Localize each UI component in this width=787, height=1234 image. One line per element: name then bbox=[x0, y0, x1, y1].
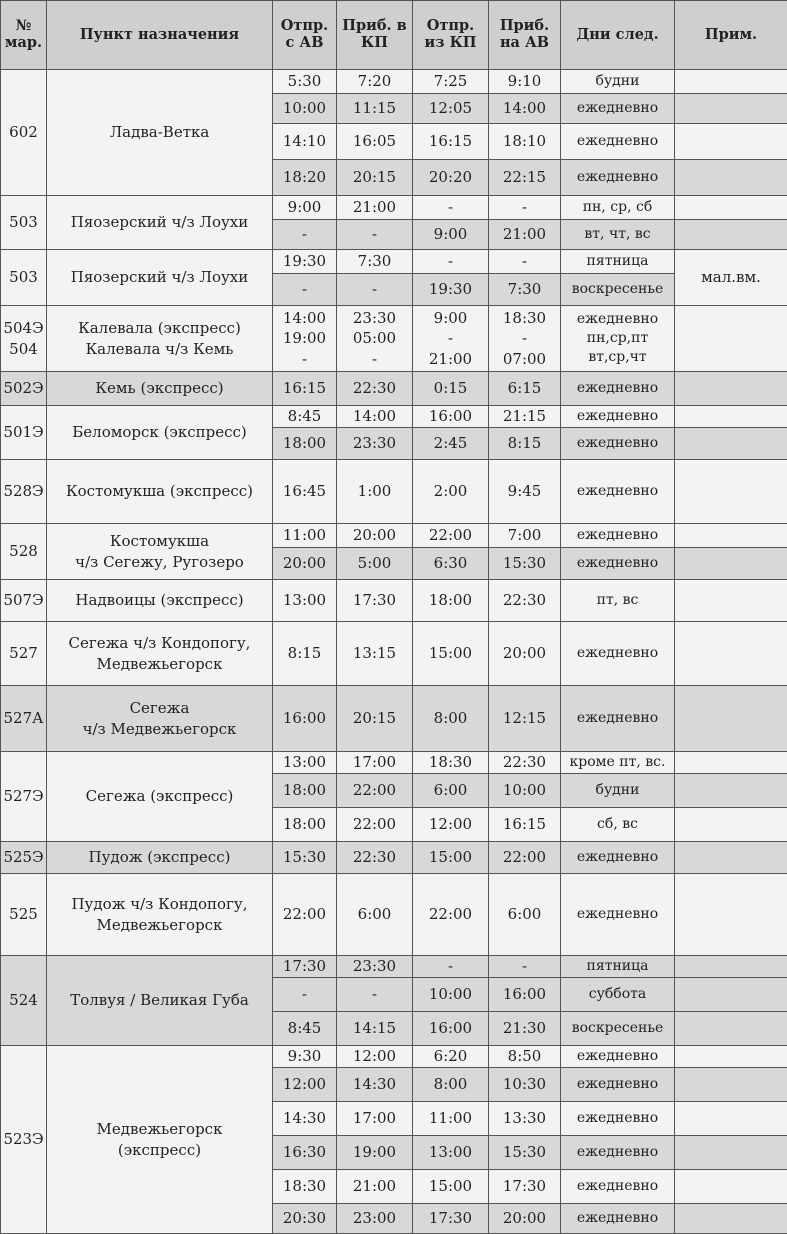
arrive-time: - bbox=[337, 978, 413, 1012]
depart-time: 11:00 bbox=[273, 524, 337, 548]
table-row bbox=[1, 686, 787, 752]
route-number: 507Э bbox=[1, 580, 47, 622]
depart-time: 20:00 bbox=[273, 548, 337, 580]
days-of-operation: ежедневно bbox=[561, 124, 675, 160]
return-arrive-time: 22:15 bbox=[489, 160, 561, 196]
arrive-time: 21:00 bbox=[337, 196, 413, 220]
return-arrive-time: - bbox=[489, 250, 561, 274]
table-row bbox=[1, 580, 787, 622]
days-of-operation: ежедневно bbox=[561, 1170, 675, 1204]
note bbox=[675, 406, 787, 428]
return-depart-time: 12:00 bbox=[413, 808, 489, 842]
return-depart-time: 16:00 bbox=[413, 406, 489, 428]
note bbox=[675, 842, 787, 874]
depart-time: 18:00 bbox=[273, 428, 337, 460]
arrive-time: 19:00 bbox=[337, 1136, 413, 1170]
return-depart-time: 2:00 bbox=[413, 460, 489, 524]
return-depart-time: 6:20 bbox=[413, 1046, 489, 1068]
return-depart-time: - bbox=[413, 956, 489, 978]
arrive-time: 17:00 bbox=[337, 752, 413, 774]
arrive-time: 23:30 bbox=[337, 956, 413, 978]
table-row bbox=[1, 524, 787, 548]
arrive-time: 6:00 bbox=[337, 874, 413, 956]
days-of-operation: воскресенье bbox=[561, 274, 675, 306]
route-number: 504Э 504 bbox=[1, 306, 47, 372]
return-arrive-time: 22:00 bbox=[489, 842, 561, 874]
destination: Кемь (экспресс) bbox=[47, 372, 273, 406]
days-of-operation: ежедневно bbox=[561, 372, 675, 406]
arrive-time: 7:30 bbox=[337, 250, 413, 274]
depart-time: 18:00 bbox=[273, 774, 337, 808]
route-number: 527А bbox=[1, 686, 47, 752]
route-number: 524 bbox=[1, 956, 47, 1046]
days-of-operation: пн, ср, сб bbox=[561, 196, 675, 220]
note bbox=[675, 686, 787, 752]
arrive-time: 20:00 bbox=[337, 524, 413, 548]
return-arrive-time: 10:00 bbox=[489, 774, 561, 808]
depart-time: 16:45 bbox=[273, 460, 337, 524]
depart-time: 20:30 bbox=[273, 1204, 337, 1234]
return-arrive-time: 6:00 bbox=[489, 874, 561, 956]
arrive-time: 12:00 bbox=[337, 1046, 413, 1068]
return-depart-time: 9:00 - 21:00 bbox=[413, 306, 489, 372]
arrive-time: - bbox=[337, 274, 413, 306]
depart-time: 16:30 bbox=[273, 1136, 337, 1170]
days-of-operation: пятница bbox=[561, 956, 675, 978]
table-row bbox=[1, 250, 787, 274]
route-number: 528 bbox=[1, 524, 47, 580]
note bbox=[675, 580, 787, 622]
arrive-time: 23:30 05:00 - bbox=[337, 306, 413, 372]
note bbox=[675, 978, 787, 1012]
return-depart-time: 16:00 bbox=[413, 1012, 489, 1046]
destination: Пяозерский ч/з Лоухи bbox=[47, 250, 273, 306]
destination: Беломорск (экспресс) bbox=[47, 406, 273, 460]
note bbox=[675, 1046, 787, 1068]
destination: Пудож (экспресс) bbox=[47, 842, 273, 874]
depart-time: - bbox=[273, 220, 337, 250]
days-of-operation: ежедневно bbox=[561, 1046, 675, 1068]
route-number: 502Э bbox=[1, 372, 47, 406]
depart-time: 8:45 bbox=[273, 1012, 337, 1046]
depart-time: 5:30 bbox=[273, 70, 337, 94]
return-arrive-time: 17:30 bbox=[489, 1170, 561, 1204]
route-number: 602 bbox=[1, 70, 47, 196]
depart-time: 13:00 bbox=[273, 752, 337, 774]
depart-time: 14:00 19:00 - bbox=[273, 306, 337, 372]
col-destination: Пункт назначения bbox=[47, 1, 273, 70]
depart-time: 18:30 bbox=[273, 1170, 337, 1204]
destination: Костомукша ч/з Сегежу, Ругозеро bbox=[47, 524, 273, 580]
days-of-operation: пятница bbox=[561, 250, 675, 274]
days-of-operation: ежедневно bbox=[561, 548, 675, 580]
arrive-time: 17:30 bbox=[337, 580, 413, 622]
note bbox=[675, 428, 787, 460]
col-note: Прим. bbox=[675, 1, 787, 70]
arrive-time: - bbox=[337, 220, 413, 250]
return-arrive-time: 18:10 bbox=[489, 124, 561, 160]
return-arrive-time: 9:10 bbox=[489, 70, 561, 94]
depart-time: 14:30 bbox=[273, 1102, 337, 1136]
return-depart-time: 20:20 bbox=[413, 160, 489, 196]
days-of-operation: вт, чт, вс bbox=[561, 220, 675, 250]
days-of-operation: ежедневно bbox=[561, 842, 675, 874]
return-arrive-time: 7:30 bbox=[489, 274, 561, 306]
route-number: 503 bbox=[1, 250, 47, 306]
return-arrive-time: 16:00 bbox=[489, 978, 561, 1012]
arrive-time: 17:00 bbox=[337, 1102, 413, 1136]
note bbox=[675, 752, 787, 774]
table-row bbox=[1, 460, 787, 524]
arrive-time: 23:30 bbox=[337, 428, 413, 460]
arrive-time: 23:00 bbox=[337, 1204, 413, 1234]
arrive-time: 20:15 bbox=[337, 686, 413, 752]
destination: Сегежа ч/з Медвежьегорск bbox=[47, 686, 273, 752]
return-depart-time: 22:00 bbox=[413, 874, 489, 956]
destination: Пяозерский ч/з Лоухи bbox=[47, 196, 273, 250]
note bbox=[675, 306, 787, 372]
table-row bbox=[1, 196, 787, 220]
route-number: 527Э bbox=[1, 752, 47, 842]
route-number: 523Э bbox=[1, 1046, 47, 1234]
days-of-operation: будни bbox=[561, 70, 675, 94]
return-depart-time: 15:00 bbox=[413, 842, 489, 874]
days-of-operation: кроме пт, вс. bbox=[561, 752, 675, 774]
table-row bbox=[1, 842, 787, 874]
return-depart-time: 9:00 bbox=[413, 220, 489, 250]
arrive-time: 7:20 bbox=[337, 70, 413, 94]
return-depart-time: 17:30 bbox=[413, 1204, 489, 1234]
days-of-operation: будни bbox=[561, 774, 675, 808]
table-row bbox=[1, 622, 787, 686]
return-arrive-time: 20:00 bbox=[489, 1204, 561, 1234]
col-depart-bus-station: Отпр. с АВ bbox=[273, 1, 337, 70]
arrive-time: 22:00 bbox=[337, 774, 413, 808]
note bbox=[675, 460, 787, 524]
table-row bbox=[1, 956, 787, 978]
note bbox=[675, 548, 787, 580]
table-row bbox=[1, 306, 787, 372]
return-depart-time: - bbox=[413, 250, 489, 274]
depart-time: 8:15 bbox=[273, 622, 337, 686]
table-row bbox=[1, 874, 787, 956]
days-of-operation: пт, вс bbox=[561, 580, 675, 622]
table-row bbox=[1, 70, 787, 94]
note bbox=[675, 196, 787, 220]
days-of-operation: ежедневно bbox=[561, 406, 675, 428]
return-depart-time: 7:25 bbox=[413, 70, 489, 94]
days-of-operation: ежедневно bbox=[561, 1136, 675, 1170]
return-depart-time: 6:30 bbox=[413, 548, 489, 580]
return-arrive-time: 8:15 bbox=[489, 428, 561, 460]
return-depart-time: 22:00 bbox=[413, 524, 489, 548]
note bbox=[675, 94, 787, 124]
depart-time: 14:10 bbox=[273, 124, 337, 160]
depart-time: 18:20 bbox=[273, 160, 337, 196]
table-row bbox=[1, 406, 787, 428]
return-arrive-time: 16:15 bbox=[489, 808, 561, 842]
return-depart-time: 13:00 bbox=[413, 1136, 489, 1170]
return-depart-time: 18:00 bbox=[413, 580, 489, 622]
days-of-operation: ежедневно bbox=[561, 686, 675, 752]
return-arrive-time: 8:50 bbox=[489, 1046, 561, 1068]
return-arrive-time: 22:30 bbox=[489, 580, 561, 622]
return-depart-time: 15:00 bbox=[413, 1170, 489, 1204]
days-of-operation: ежедневно bbox=[561, 1068, 675, 1102]
return-depart-time: 16:15 bbox=[413, 124, 489, 160]
route-number: 503 bbox=[1, 196, 47, 250]
depart-time: 9:30 bbox=[273, 1046, 337, 1068]
note bbox=[675, 220, 787, 250]
return-depart-time: 11:00 bbox=[413, 1102, 489, 1136]
destination: Костомукша (экспресс) bbox=[47, 460, 273, 524]
days-of-operation: ежедневно bbox=[561, 622, 675, 686]
note bbox=[675, 1204, 787, 1234]
arrive-time: 14:00 bbox=[337, 406, 413, 428]
route-number: 528Э bbox=[1, 460, 47, 524]
return-arrive-time: - bbox=[489, 196, 561, 220]
arrive-time: 21:00 bbox=[337, 1170, 413, 1204]
arrive-time: 1:00 bbox=[337, 460, 413, 524]
depart-time: 17:30 bbox=[273, 956, 337, 978]
destination: Толвуя / Великая Губа bbox=[47, 956, 273, 1046]
depart-time: - bbox=[273, 978, 337, 1012]
days-of-operation: воскресенье bbox=[561, 1012, 675, 1046]
col-route-number: № мар. bbox=[1, 1, 47, 70]
note bbox=[675, 1012, 787, 1046]
return-arrive-time: 22:30 bbox=[489, 752, 561, 774]
arrive-time: 16:05 bbox=[337, 124, 413, 160]
arrive-time: 22:00 bbox=[337, 808, 413, 842]
depart-time: 9:00 bbox=[273, 196, 337, 220]
days-of-operation: ежедневно bbox=[561, 460, 675, 524]
days-of-operation: ежедневно bbox=[561, 874, 675, 956]
return-arrive-time: 21:00 bbox=[489, 220, 561, 250]
return-arrive-time: 21:15 bbox=[489, 406, 561, 428]
return-arrive-time: 10:30 bbox=[489, 1068, 561, 1102]
note bbox=[675, 1068, 787, 1102]
table-row bbox=[1, 372, 787, 406]
days-of-operation: ежедневно bbox=[561, 1204, 675, 1234]
destination: Медвежьегорск (экспресс) bbox=[47, 1046, 273, 1234]
days-of-operation: сб, вс bbox=[561, 808, 675, 842]
note bbox=[675, 956, 787, 978]
days-of-operation: ежедневно bbox=[561, 1102, 675, 1136]
note bbox=[675, 622, 787, 686]
days-of-operation: суббота bbox=[561, 978, 675, 1012]
return-depart-time: 6:00 bbox=[413, 774, 489, 808]
note bbox=[675, 1170, 787, 1204]
col-depart-destination: Отпр. из КП bbox=[413, 1, 489, 70]
note bbox=[675, 160, 787, 196]
arrive-time: 22:30 bbox=[337, 842, 413, 874]
depart-time: 16:15 bbox=[273, 372, 337, 406]
return-depart-time: 18:30 bbox=[413, 752, 489, 774]
destination: Сегежа (экспресс) bbox=[47, 752, 273, 842]
return-arrive-time: 15:30 bbox=[489, 548, 561, 580]
return-depart-time: 10:00 bbox=[413, 978, 489, 1012]
note bbox=[675, 70, 787, 94]
days-of-operation: ежедневно bbox=[561, 524, 675, 548]
note bbox=[675, 808, 787, 842]
note bbox=[675, 372, 787, 406]
route-number: 527 bbox=[1, 622, 47, 686]
return-arrive-time: 14:00 bbox=[489, 94, 561, 124]
days-of-operation: ежедневно bbox=[561, 160, 675, 196]
return-arrive-time: 13:30 bbox=[489, 1102, 561, 1136]
depart-time: 8:45 bbox=[273, 406, 337, 428]
route-number: 525 bbox=[1, 874, 47, 956]
depart-time: 10:00 bbox=[273, 94, 337, 124]
depart-time: - bbox=[273, 274, 337, 306]
note bbox=[675, 124, 787, 160]
return-arrive-time: 20:00 bbox=[489, 622, 561, 686]
destination: Ладва-Ветка bbox=[47, 70, 273, 196]
arrive-time: 14:15 bbox=[337, 1012, 413, 1046]
destination: Сегежа ч/з Кондопогу, Медвежьегорск bbox=[47, 622, 273, 686]
header-row bbox=[1, 1, 787, 70]
note bbox=[675, 774, 787, 808]
table-row bbox=[1, 1046, 787, 1068]
destination: Пудож ч/з Кондопогу, Медвежьегорск bbox=[47, 874, 273, 956]
destination: Надвоицы (экспресс) bbox=[47, 580, 273, 622]
days-of-operation: ежедневно bbox=[561, 428, 675, 460]
return-depart-time: 8:00 bbox=[413, 1068, 489, 1102]
arrive-time: 5:00 bbox=[337, 548, 413, 580]
arrive-time: 22:30 bbox=[337, 372, 413, 406]
note bbox=[675, 524, 787, 548]
depart-time: 18:00 bbox=[273, 808, 337, 842]
return-depart-time: 12:05 bbox=[413, 94, 489, 124]
return-arrive-time: 21:30 bbox=[489, 1012, 561, 1046]
col-arrive-destination: Приб. в КП bbox=[337, 1, 413, 70]
return-arrive-time: 15:30 bbox=[489, 1136, 561, 1170]
arrive-time: 13:15 bbox=[337, 622, 413, 686]
return-depart-time: 2:45 bbox=[413, 428, 489, 460]
return-arrive-time: 18:30 - 07:00 bbox=[489, 306, 561, 372]
note bbox=[675, 874, 787, 956]
route-number: 525Э bbox=[1, 842, 47, 874]
schedule-body bbox=[1, 70, 787, 1234]
destination: Калевала (экспресс) Калевала ч/з Кемь bbox=[47, 306, 273, 372]
return-arrive-time: 9:45 bbox=[489, 460, 561, 524]
arrive-time: 11:15 bbox=[337, 94, 413, 124]
return-depart-time: 15:00 bbox=[413, 622, 489, 686]
depart-time: 19:30 bbox=[273, 250, 337, 274]
return-depart-time: 19:30 bbox=[413, 274, 489, 306]
return-arrive-time: 12:15 bbox=[489, 686, 561, 752]
depart-time: 12:00 bbox=[273, 1068, 337, 1102]
return-arrive-time: - bbox=[489, 956, 561, 978]
arrive-time: 20:15 bbox=[337, 160, 413, 196]
depart-time: 15:30 bbox=[273, 842, 337, 874]
depart-time: 13:00 bbox=[273, 580, 337, 622]
note: мал.вм. bbox=[675, 250, 787, 306]
return-arrive-time: 6:15 bbox=[489, 372, 561, 406]
depart-time: 22:00 bbox=[273, 874, 337, 956]
col-arrive-bus-station: Приб. на АВ bbox=[489, 1, 561, 70]
col-days: Дни след. bbox=[561, 1, 675, 70]
return-depart-time: 0:15 bbox=[413, 372, 489, 406]
days-of-operation: ежедневно пн,ср,пт вт,ср,чт bbox=[561, 306, 675, 372]
route-number: 501Э bbox=[1, 406, 47, 460]
return-arrive-time: 7:00 bbox=[489, 524, 561, 548]
note bbox=[675, 1102, 787, 1136]
depart-time: 16:00 bbox=[273, 686, 337, 752]
arrive-time: 14:30 bbox=[337, 1068, 413, 1102]
return-depart-time: - bbox=[413, 196, 489, 220]
days-of-operation: ежедневно bbox=[561, 94, 675, 124]
return-depart-time: 8:00 bbox=[413, 686, 489, 752]
table-row bbox=[1, 752, 787, 774]
note bbox=[675, 1136, 787, 1170]
